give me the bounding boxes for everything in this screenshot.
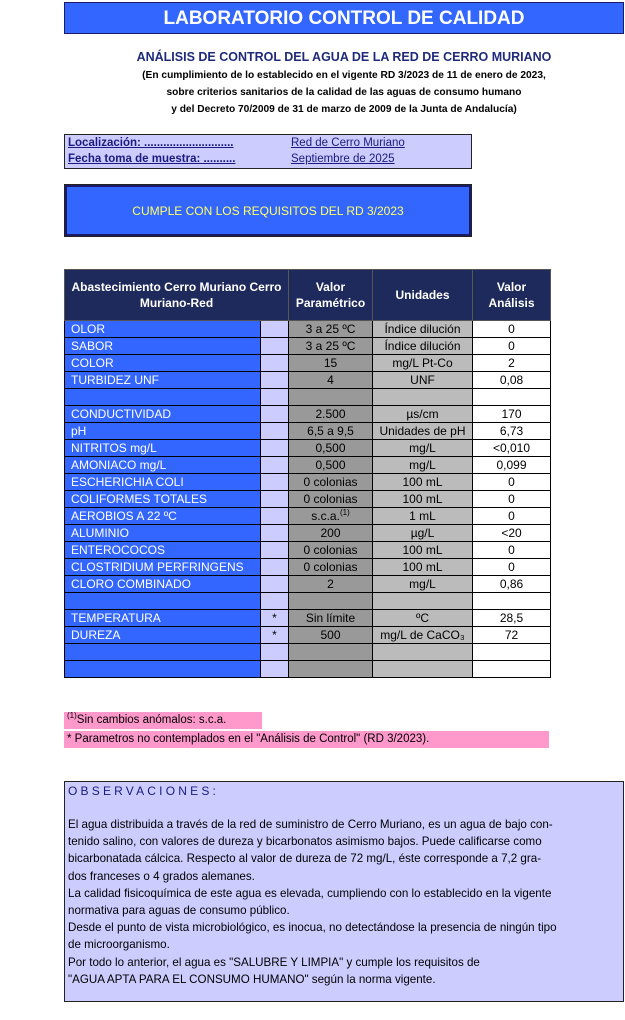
row-units: UNF xyxy=(373,372,473,389)
row-units: 1 mL xyxy=(373,508,473,525)
row-note-flag xyxy=(261,661,289,678)
row-result: 6,73 xyxy=(473,423,551,440)
header-value: Valor Análisis xyxy=(473,270,551,321)
row-name: ESCHERICHIA COLI xyxy=(65,474,261,491)
row-result: 0,08 xyxy=(473,372,551,389)
observation-line: El agua distribuida a través de la red de suministro de Cerro Muriano, es un agua de bajo con- xyxy=(68,818,553,831)
table-row xyxy=(65,389,551,406)
table-row xyxy=(65,491,551,508)
row-note-flag xyxy=(261,423,289,440)
row-param-value: 15 xyxy=(289,355,373,372)
row-param-value: 4 xyxy=(289,372,373,389)
row-name xyxy=(65,661,261,678)
header-supply xyxy=(65,270,289,321)
observations-title: OBSERVACIONES: xyxy=(68,784,220,798)
row-name: AMONIACO mg/L xyxy=(65,457,261,474)
table-row xyxy=(65,644,551,661)
row-result: 0 xyxy=(473,474,551,491)
observations-box xyxy=(64,781,624,1002)
row-units: Índice dilución xyxy=(373,338,473,355)
row-units: Unidades de pH xyxy=(373,423,473,440)
row-result: 0,099 xyxy=(473,457,551,474)
row-param-value xyxy=(289,644,373,661)
row-note-flag xyxy=(261,559,289,576)
row-param-value: 3 a 25 ºC xyxy=(289,321,373,338)
table-row xyxy=(65,593,551,610)
footnote-marker: (1) xyxy=(67,711,77,721)
row-note-flag xyxy=(261,389,289,406)
row-param-value: Sin límite xyxy=(289,610,373,627)
row-units: mg/L xyxy=(373,576,473,593)
row-param-value: 0 colonias xyxy=(289,542,373,559)
table-row xyxy=(65,372,551,389)
row-note-flag xyxy=(261,491,289,508)
row-result: <0,010 xyxy=(473,440,551,457)
row-result: 28,5 xyxy=(473,610,551,627)
row-result: 72 xyxy=(473,627,551,644)
row-units: mg/L de CaCO₃ xyxy=(373,627,473,644)
location-label: Localización: ............................ xyxy=(68,137,234,149)
row-param-value xyxy=(289,389,373,406)
row-units xyxy=(373,661,473,678)
page-title: LABORATORIO CONTROL DE CALIDAD xyxy=(64,2,624,34)
row-name: TURBIDEZ UNF xyxy=(65,372,261,389)
row-units: mg/L xyxy=(373,457,473,474)
row-name: DUREZA xyxy=(65,627,261,644)
table-row xyxy=(65,457,551,474)
row-name: TEMPERATURA xyxy=(65,610,261,627)
row-result: <20 xyxy=(473,525,551,542)
header-param: Valor Paramétrico xyxy=(289,270,373,321)
legal-line: sobre criterios sanitarios de la calidad de las aguas de consumo humano xyxy=(166,87,522,98)
row-param-value: 200 xyxy=(289,525,373,542)
row-param-value: 2 xyxy=(289,576,373,593)
table-row xyxy=(65,321,551,338)
table-row xyxy=(65,355,551,372)
compliance-status: CUMPLE CON LOS REQUISITOS DEL RD 3/2023 xyxy=(64,184,472,237)
footnote-asterisk: * Parametros no contemplados en el "Análisis de Control" (RD 3/2023). xyxy=(64,731,549,748)
header-units: Unidades xyxy=(373,270,473,321)
table-row xyxy=(65,610,551,627)
row-units: µg/L xyxy=(373,525,473,542)
row-units: 100 mL xyxy=(373,559,473,576)
row-result: 170 xyxy=(473,406,551,423)
observation-line: bicarbonatada cálcica. Respecto al valor de dureza de 72 mg/L, éste corresponde a 7,2 gra- xyxy=(68,852,542,866)
row-param-value xyxy=(289,593,373,610)
row-result xyxy=(473,644,551,661)
row-param-value: 3 a 25 ºC xyxy=(289,338,373,355)
observation-line: dos franceses o 4 grados alemanes. xyxy=(68,869,255,883)
observation-line: La calidad fisicoquímica de este agua es elevada, cumpliendo con lo establecido en la vigente xyxy=(68,886,552,900)
row-result: 0 xyxy=(473,491,551,508)
observation-line: tenido salino, con valores de dureza y bicarbonatos asimismo bajos. Puede calificarse como xyxy=(68,835,542,849)
table-row xyxy=(65,542,551,559)
table-row xyxy=(65,338,551,355)
row-name xyxy=(65,593,261,610)
row-units: 100 mL xyxy=(373,542,473,559)
row-result xyxy=(473,593,551,610)
row-result: 0,86 xyxy=(473,576,551,593)
row-note-flag xyxy=(261,355,289,372)
row-result: 0 xyxy=(473,542,551,559)
observation-line: Por todo lo anterior, el agua es "SALUBRE Y LIMPIA" y cumple los requisitos de xyxy=(68,955,480,969)
table-row xyxy=(65,559,551,576)
row-name: AEROBIOS A 22 ºC xyxy=(65,508,261,525)
row-units: ºC xyxy=(373,610,473,627)
row-note-flag xyxy=(261,372,289,389)
row-units: 100 mL xyxy=(373,474,473,491)
row-units: mg/L Pt-Co xyxy=(373,355,473,372)
row-param-value: 6,5 a 9,5 xyxy=(289,423,373,440)
row-name: OLOR xyxy=(65,321,261,338)
legal-line: (En cumplimiento de lo establecido en el vigente RD 3/2023 de 11 de enero de 2023, xyxy=(142,70,546,81)
row-note-flag xyxy=(261,440,289,457)
row-name: CONDUCTIVIDAD xyxy=(65,406,261,423)
row-param-value xyxy=(289,661,373,678)
table-row xyxy=(65,661,551,678)
row-units: µs/cm xyxy=(373,406,473,423)
row-name: COLIFORMES TOTALES xyxy=(65,491,261,508)
row-name: NITRITOS mg/L xyxy=(65,440,261,457)
row-note-flag: * xyxy=(261,610,289,627)
table-row xyxy=(65,406,551,423)
row-param-value: 2.500 xyxy=(289,406,373,423)
footnote-text: Sin cambios anómalos: s.c.a. xyxy=(76,714,227,726)
subtitle: ANÁLISIS DE CONTROL DEL AGUA DE LA RED DE CERRO MURIANO xyxy=(136,50,552,64)
table-row xyxy=(65,440,551,457)
row-units xyxy=(373,644,473,661)
row-result: 0 xyxy=(473,321,551,338)
row-note-flag xyxy=(261,321,289,338)
row-name: CLORO COMBINADO xyxy=(65,576,261,593)
row-note-flag xyxy=(261,406,289,423)
row-param-value: 0,500 xyxy=(289,457,373,474)
observations-text xyxy=(68,816,618,988)
table-row xyxy=(65,508,551,525)
row-note-flag xyxy=(261,576,289,593)
row-note-flag xyxy=(261,338,289,355)
row-name: CLOSTRIDIUM PERFRINGENS xyxy=(65,559,261,576)
row-name: SABOR xyxy=(65,338,261,355)
legal-line: y del Decreto 70/2009 de 31 de marzo de 2009 de la Junta de Andalucía) xyxy=(171,104,517,115)
row-name xyxy=(65,389,261,406)
row-param-value: 0 colonias xyxy=(289,474,373,491)
row-note-flag xyxy=(261,644,289,661)
location-value: Red de Cerro Muriano xyxy=(291,137,405,149)
observation-line: normativa para aguas de consumo público. xyxy=(68,904,290,918)
table-row xyxy=(65,627,551,644)
row-note-flag xyxy=(261,542,289,559)
row-name: COLOR xyxy=(65,355,261,372)
date-label: Fecha toma de muestra: .......... xyxy=(68,153,236,165)
row-name: pH xyxy=(65,423,261,440)
table-row xyxy=(65,423,551,440)
observation-line: "AGUA APTA PARA EL CONSUMO HUMANO" según la norma vigente. xyxy=(68,972,436,986)
row-units: Índice dilución xyxy=(373,321,473,338)
sample-info-box xyxy=(64,134,472,169)
table-body xyxy=(65,321,551,678)
row-note-flag xyxy=(261,525,289,542)
results-table xyxy=(64,269,551,678)
row-result: 0 xyxy=(473,338,551,355)
date-value: Septiembre de 2025 xyxy=(291,153,395,165)
observation-line: de microorganismo. xyxy=(68,938,170,952)
table-row xyxy=(65,576,551,593)
row-param-value: 0 colonias xyxy=(289,559,373,576)
row-name: ALUMINIO xyxy=(65,525,261,542)
row-units: 100 mL xyxy=(373,491,473,508)
row-result: 0 xyxy=(473,508,551,525)
row-param-value: 500 xyxy=(289,627,373,644)
row-units xyxy=(373,593,473,610)
row-note-flag xyxy=(261,508,289,525)
param-footnote-marker: (1) xyxy=(339,507,350,517)
row-note-flag xyxy=(261,457,289,474)
footnote-sca xyxy=(64,712,262,729)
table-row xyxy=(65,525,551,542)
row-result xyxy=(473,661,551,678)
row-result xyxy=(473,389,551,406)
row-name: ENTEROCOCOS xyxy=(65,542,261,559)
table-row xyxy=(65,474,551,491)
row-result: 0 xyxy=(473,559,551,576)
header-supply-label: Abastecimiento Cerro Muriano Cerro Muriano-Red xyxy=(71,280,282,310)
row-name xyxy=(65,644,261,661)
row-result: 2 xyxy=(473,355,551,372)
row-param-value: s.c.a.$^{(1)}$ xyxy=(289,508,373,525)
row-note-flag: * xyxy=(261,627,289,644)
row-units: mg/L xyxy=(373,440,473,457)
table-header-row xyxy=(65,270,551,321)
row-param-value: 0,500 xyxy=(289,440,373,457)
row-param-value: 0 colonias xyxy=(289,491,373,508)
observation-line: Desde el punto de vista microbiológico, es inocua, no detectándose la presencia de ningún tipo xyxy=(68,921,557,935)
row-units xyxy=(373,389,473,406)
row-note-flag xyxy=(261,474,289,491)
row-note-flag xyxy=(261,593,289,610)
